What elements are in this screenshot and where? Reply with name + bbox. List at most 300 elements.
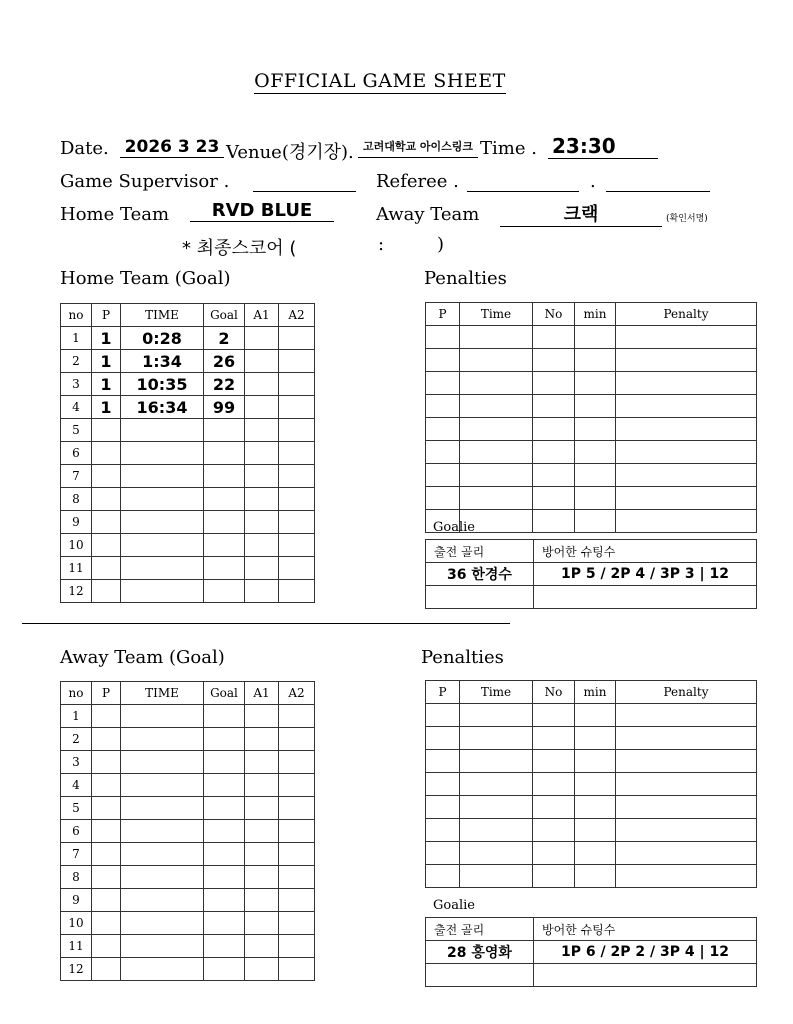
penalty-cell <box>575 395 616 418</box>
goal-cell-no: 12 <box>61 958 92 981</box>
table-row <box>61 327 315 350</box>
goal-cell-a2 <box>279 557 315 580</box>
penalty-cell <box>426 441 460 464</box>
penalty-cell <box>533 510 575 533</box>
confirm-signature-label: (확인서명) <box>666 214 708 224</box>
table-row <box>61 396 315 419</box>
penalty-cell <box>426 727 460 750</box>
goal-cell-a1 <box>245 419 279 442</box>
goal-cell-time <box>121 843 204 866</box>
penalty-cell <box>575 464 616 487</box>
goal-cell-p <box>92 557 121 580</box>
goal-cell-a2 <box>279 843 315 866</box>
table-row <box>61 843 315 866</box>
penalty-cell <box>426 395 460 418</box>
goal-cell-no: 12 <box>61 580 92 603</box>
goal-table-header-row <box>61 682 315 705</box>
penalty-cell <box>575 487 616 510</box>
goal-cell-time: 16:34 <box>121 396 204 419</box>
penalty-col-header: min <box>575 681 616 704</box>
goal-cell-goal <box>204 935 245 958</box>
date-label: Date. <box>60 138 109 159</box>
goal-cell-goal <box>204 465 245 488</box>
table-row <box>61 935 315 958</box>
goal-cell-goal <box>204 511 245 534</box>
goal-cell-a2 <box>279 465 315 488</box>
penalty-cell <box>533 704 575 727</box>
goal-cell-no: 8 <box>61 866 92 889</box>
goal-cell-time <box>121 465 204 488</box>
goal-cell-a2 <box>279 350 315 373</box>
goal-cell-a1 <box>245 728 279 751</box>
goal-cell-time <box>121 442 204 465</box>
table-row <box>426 842 757 865</box>
goal-cell-p <box>92 465 121 488</box>
goal-cell-no: 4 <box>61 774 92 797</box>
penalty-cell <box>460 842 533 865</box>
penalty-cell <box>575 349 616 372</box>
goal-cell-no: 9 <box>61 889 92 912</box>
away-goalie-label: Goalie <box>433 898 475 913</box>
penalty-cell <box>616 727 757 750</box>
goal-cell-no: 11 <box>61 557 92 580</box>
table-row <box>426 464 757 487</box>
goal-cell-no: 7 <box>61 465 92 488</box>
table-row <box>61 797 315 820</box>
penalty-cell <box>575 865 616 888</box>
penalty-cell <box>616 750 757 773</box>
home-team-label: Home Team <box>60 204 170 225</box>
penalty-cell <box>575 372 616 395</box>
penalty-cell <box>575 510 616 533</box>
goal-cell-goal: 2 <box>204 327 245 350</box>
goalie-cell-saves <box>534 964 757 987</box>
penalty-cell <box>616 349 757 372</box>
goal-cell-goal: 26 <box>204 350 245 373</box>
table-row <box>61 889 315 912</box>
goal-cell-p <box>92 419 121 442</box>
section-divider <box>22 623 510 624</box>
penalty-col-header: Time <box>460 681 533 704</box>
goal-cell-a2 <box>279 373 315 396</box>
goal-cell-time <box>121 580 204 603</box>
penalty-cell <box>426 796 460 819</box>
penalty-cell <box>460 326 533 349</box>
goal-col-header: P <box>92 304 121 327</box>
home-goal-section-title: Home Team (Goal) <box>60 268 231 289</box>
goalie-cell-saves: 1P 6 / 2P 2 / 3P 4 | 12 <box>534 941 757 964</box>
goal-cell-no: 3 <box>61 373 92 396</box>
table-row <box>61 866 315 889</box>
goal-cell-goal <box>204 820 245 843</box>
table-row <box>61 511 315 534</box>
table-row <box>61 465 315 488</box>
penalty-cell <box>426 865 460 888</box>
goal-cell-a1 <box>245 889 279 912</box>
goal-cell-no: 11 <box>61 935 92 958</box>
away-team-value: 크랙 <box>500 200 662 227</box>
goal-col-header: A2 <box>279 682 315 705</box>
table-row <box>426 796 757 819</box>
penalty-cell <box>533 727 575 750</box>
penalty-cell <box>460 704 533 727</box>
penalty-cell <box>616 842 757 865</box>
goal-cell-a2 <box>279 912 315 935</box>
goal-cell-goal <box>204 705 245 728</box>
goal-cell-a1 <box>245 350 279 373</box>
goal-cell-a1 <box>245 465 279 488</box>
goal-cell-a2 <box>279 889 315 912</box>
goal-cell-no: 8 <box>61 488 92 511</box>
goal-cell-goal <box>204 958 245 981</box>
table-row <box>426 704 757 727</box>
table-row <box>61 751 315 774</box>
goalie-cell-goalie <box>426 586 534 609</box>
penalty-cell <box>426 819 460 842</box>
goal-cell-a2 <box>279 797 315 820</box>
goalie-col-header: 출전 골리 <box>426 540 534 563</box>
table-row <box>426 487 757 510</box>
goal-cell-a1 <box>245 488 279 511</box>
goal-col-header: TIME <box>121 682 204 705</box>
goal-cell-time <box>121 912 204 935</box>
goal-cell-p <box>92 912 121 935</box>
goal-cell-p: 1 <box>92 373 121 396</box>
table-row <box>426 418 757 441</box>
goal-cell-no: 7 <box>61 843 92 866</box>
penalty-cell <box>616 326 757 349</box>
penalty-cell <box>533 796 575 819</box>
table-row <box>61 350 315 373</box>
goal-cell-a2 <box>279 866 315 889</box>
penalty-cell <box>426 464 460 487</box>
venue-label: Venue(경기장). <box>226 142 354 163</box>
penalty-cell <box>460 441 533 464</box>
goal-cell-no: 1 <box>61 327 92 350</box>
penalty-cell <box>533 464 575 487</box>
goal-cell-p <box>92 843 121 866</box>
penalty-cell <box>460 819 533 842</box>
goal-cell-no: 2 <box>61 728 92 751</box>
goalie-cell-saves: 1P 5 / 2P 4 / 3P 3 | 12 <box>534 563 757 586</box>
goal-cell-no: 5 <box>61 797 92 820</box>
penalty-cell <box>616 819 757 842</box>
goal-cell-no: 6 <box>61 442 92 465</box>
goal-cell-p <box>92 511 121 534</box>
goal-cell-time <box>121 705 204 728</box>
goal-cell-a2 <box>279 580 315 603</box>
goal-cell-a2 <box>279 958 315 981</box>
home-penalties-table <box>425 302 757 533</box>
table-row <box>61 705 315 728</box>
penalty-cell <box>616 487 757 510</box>
supervisor-line <box>253 172 356 192</box>
penalty-cell <box>533 750 575 773</box>
penalty-col-header: No <box>533 303 575 326</box>
goal-cell-p: 1 <box>92 396 121 419</box>
penalty-cell <box>575 842 616 865</box>
goal-cell-no: 6 <box>61 820 92 843</box>
goal-cell-p <box>92 820 121 843</box>
goal-cell-goal <box>204 442 245 465</box>
table-row <box>426 773 757 796</box>
penalty-cell <box>426 418 460 441</box>
referee-label: Referee . <box>376 171 459 192</box>
penalty-cell <box>426 487 460 510</box>
goal-cell-time: 10:35 <box>121 373 204 396</box>
penalty-cell <box>575 441 616 464</box>
referee-line-1 <box>467 172 579 192</box>
goal-cell-p <box>92 958 121 981</box>
penalty-cell <box>533 865 575 888</box>
goalie-col-header: 방어한 슈팅수 <box>534 918 757 941</box>
goal-cell-a2 <box>279 935 315 958</box>
goal-cell-time <box>121 866 204 889</box>
table-row <box>61 774 315 797</box>
penalty-table-header-row <box>426 303 757 326</box>
goal-cell-time <box>121 774 204 797</box>
time-value: 23:30 <box>548 134 658 159</box>
penalty-col-header: Penalty <box>616 681 757 704</box>
penalty-cell <box>533 487 575 510</box>
goal-cell-a2 <box>279 705 315 728</box>
goal-cell-p <box>92 866 121 889</box>
goal-cell-a1 <box>245 396 279 419</box>
goal-col-header: P <box>92 682 121 705</box>
goal-col-header: A1 <box>245 682 279 705</box>
goal-cell-time <box>121 820 204 843</box>
home-goalie-label: Goalie <box>433 520 475 535</box>
table-row <box>426 510 757 533</box>
penalty-cell <box>460 395 533 418</box>
penalty-col-header: P <box>426 681 460 704</box>
goal-cell-p <box>92 534 121 557</box>
penalty-cell <box>533 819 575 842</box>
penalty-cell <box>460 372 533 395</box>
penalty-cell <box>575 704 616 727</box>
penalty-cell <box>575 326 616 349</box>
penalty-cell <box>460 773 533 796</box>
goal-cell-goal: 22 <box>204 373 245 396</box>
penalty-col-header: P <box>426 303 460 326</box>
table-row <box>61 419 315 442</box>
table-row <box>61 373 315 396</box>
goalie-table-header-row <box>426 540 757 563</box>
goal-cell-no: 1 <box>61 705 92 728</box>
goal-table-header-row <box>61 304 315 327</box>
penalty-cell <box>575 418 616 441</box>
away-goal-section-title: Away Team (Goal) <box>60 647 225 668</box>
goal-cell-goal <box>204 912 245 935</box>
penalty-cell <box>616 773 757 796</box>
penalty-cell <box>616 704 757 727</box>
goal-cell-goal <box>204 797 245 820</box>
away-goal-table <box>60 681 315 981</box>
goal-cell-no: 2 <box>61 350 92 373</box>
goal-cell-p <box>92 751 121 774</box>
penalty-cell <box>426 704 460 727</box>
goal-cell-time <box>121 557 204 580</box>
penalty-cell <box>575 773 616 796</box>
penalty-cell <box>460 865 533 888</box>
goal-cell-p: 1 <box>92 350 121 373</box>
penalty-cell <box>533 395 575 418</box>
goal-cell-no: 10 <box>61 912 92 935</box>
goal-cell-goal <box>204 774 245 797</box>
goal-cell-p <box>92 797 121 820</box>
date-value: 2026 3 23 <box>120 137 224 158</box>
penalty-col-header: Penalty <box>616 303 757 326</box>
goal-cell-a1 <box>245 774 279 797</box>
goal-cell-a1 <box>245 511 279 534</box>
penalty-cell <box>616 464 757 487</box>
table-row <box>61 958 315 981</box>
goalie-col-header: 방어한 슈팅수 <box>534 540 757 563</box>
penalty-cell <box>460 487 533 510</box>
table-row <box>426 326 757 349</box>
penalty-col-header: No <box>533 681 575 704</box>
home-penalties-title: Penalties <box>424 268 507 289</box>
table-row <box>61 580 315 603</box>
goal-cell-goal <box>204 866 245 889</box>
final-score-close: ) <box>437 234 445 255</box>
penalty-cell <box>426 326 460 349</box>
penalty-cell <box>616 418 757 441</box>
goal-cell-p <box>92 935 121 958</box>
goal-cell-no: 5 <box>61 419 92 442</box>
table-row <box>426 441 757 464</box>
penalty-cell <box>533 326 575 349</box>
penalty-table-header-row <box>426 681 757 704</box>
goal-cell-a1 <box>245 912 279 935</box>
goalie-col-header: 출전 골리 <box>426 918 534 941</box>
table-row <box>61 488 315 511</box>
table-row <box>426 372 757 395</box>
home-goalie-table <box>425 539 757 609</box>
goal-cell-a2 <box>279 728 315 751</box>
goal-cell-p <box>92 442 121 465</box>
away-goalie-table <box>425 917 757 987</box>
penalty-col-header: min <box>575 303 616 326</box>
goal-cell-a1 <box>245 580 279 603</box>
penalty-cell <box>426 349 460 372</box>
penalty-cell <box>533 418 575 441</box>
table-row <box>426 349 757 372</box>
home-goal-table <box>60 303 315 603</box>
goal-cell-goal <box>204 488 245 511</box>
goal-cell-time: 0:28 <box>121 327 204 350</box>
goal-cell-goal: 99 <box>204 396 245 419</box>
table-row <box>61 442 315 465</box>
goal-cell-p <box>92 728 121 751</box>
table-row <box>426 563 757 586</box>
goal-cell-a1 <box>245 866 279 889</box>
home-team-value: RVD BLUE <box>190 200 334 222</box>
penalty-cell <box>616 441 757 464</box>
table-row <box>61 557 315 580</box>
penalty-cell <box>533 842 575 865</box>
goal-col-header: A1 <box>245 304 279 327</box>
goal-cell-a2 <box>279 419 315 442</box>
goal-cell-a2 <box>279 511 315 534</box>
goal-cell-a1 <box>245 373 279 396</box>
goal-cell-time <box>121 488 204 511</box>
goal-cell-time <box>121 935 204 958</box>
goal-cell-goal <box>204 580 245 603</box>
goal-cell-p <box>92 774 121 797</box>
penalty-cell <box>460 750 533 773</box>
goal-cell-goal <box>204 889 245 912</box>
sheet-title: OFFICIAL GAME SHEET <box>254 70 506 92</box>
table-row <box>426 727 757 750</box>
goalie-table-header-row <box>426 918 757 941</box>
away-penalties-table <box>425 680 757 888</box>
goal-cell-a1 <box>245 958 279 981</box>
goal-cell-goal <box>204 751 245 774</box>
penalty-cell <box>616 372 757 395</box>
goalie-cell-saves <box>534 586 757 609</box>
goal-cell-a1 <box>245 327 279 350</box>
goal-cell-time <box>121 728 204 751</box>
goal-cell-a2 <box>279 774 315 797</box>
goal-col-header: TIME <box>121 304 204 327</box>
goal-cell-time <box>121 958 204 981</box>
goal-cell-goal <box>204 843 245 866</box>
goal-cell-a1 <box>245 751 279 774</box>
goalie-cell-goalie <box>426 964 534 987</box>
goal-cell-a2 <box>279 442 315 465</box>
penalty-cell <box>616 395 757 418</box>
penalty-cell <box>616 865 757 888</box>
table-row <box>61 820 315 843</box>
table-row <box>426 941 757 964</box>
goal-cell-no: 10 <box>61 534 92 557</box>
penalty-cell <box>460 349 533 372</box>
goal-cell-p <box>92 889 121 912</box>
table-row <box>426 964 757 987</box>
goal-cell-a2 <box>279 534 315 557</box>
goal-cell-p <box>92 580 121 603</box>
table-row <box>61 728 315 751</box>
supervisor-label: Game Supervisor . <box>60 171 230 192</box>
table-row <box>426 819 757 842</box>
penalty-cell <box>533 441 575 464</box>
penalty-cell <box>460 727 533 750</box>
goal-cell-a1 <box>245 557 279 580</box>
penalty-cell <box>533 773 575 796</box>
table-row <box>61 912 315 935</box>
goal-col-header: Goal <box>204 304 245 327</box>
referee-dot: . <box>590 171 596 192</box>
away-team-label: Away Team <box>376 204 480 225</box>
goal-cell-goal <box>204 419 245 442</box>
table-row <box>426 750 757 773</box>
goal-col-header: no <box>61 304 92 327</box>
goal-cell-a2 <box>279 488 315 511</box>
referee-line-2 <box>606 172 710 192</box>
table-row <box>61 534 315 557</box>
goal-cell-time <box>121 751 204 774</box>
goal-cell-p <box>92 705 121 728</box>
goal-cell-a1 <box>245 705 279 728</box>
goal-cell-goal <box>204 728 245 751</box>
away-penalties-title: Penalties <box>421 647 504 668</box>
penalty-cell <box>533 372 575 395</box>
goal-cell-a1 <box>245 843 279 866</box>
penalty-cell <box>426 842 460 865</box>
goal-cell-a2 <box>279 396 315 419</box>
penalty-cell <box>426 773 460 796</box>
